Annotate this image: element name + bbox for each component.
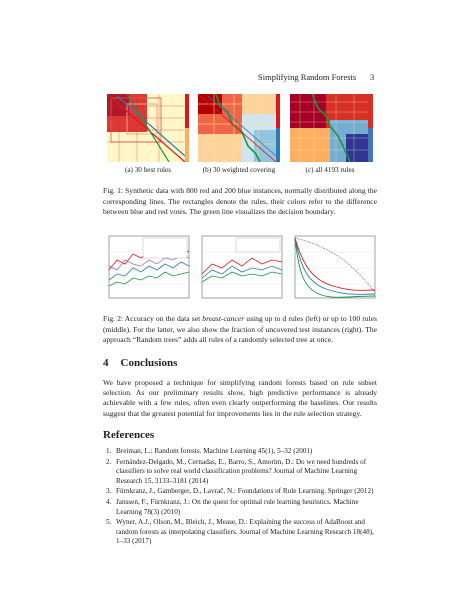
reference-list — [106, 447, 376, 548]
figure-1-caption: Fig. 1: Synthetic data with 800 red and 200 blue instances, normally distributed along the corresponding lines. The rectangles denote the rules, their colors refer to the difference between blue and red votes. The green line visualizes the decision boundary. — [103, 186, 377, 216]
reference-item: 4. Janssen, F., Fürnkranz, J.: On the quest for optimal rule learning heuristics. Machine Learning 78(3) (2010) — [106, 497, 359, 516]
fig2-right-plot — [289, 230, 377, 304]
running-title: Simplifying Random Forests — [258, 72, 357, 82]
section-heading-conclusions: 4 Conclusions — [103, 357, 178, 369]
fig2-left-plot — [103, 230, 191, 304]
panel-a-caption: (a) 30 best rules — [124, 166, 172, 174]
reference-item: 2. Fernández-Delgado, M., Cernadas, E., Barro, S., Amorim, D.: Do we need hundreds of classifiers to solve real world classification problems? Journal of Machine Learning Research 15, 3133–3181 (2014) — [106, 457, 367, 485]
panel-c-caption: (c) all 4193 rules — [305, 166, 355, 174]
fig2-middle-plot — [196, 230, 284, 304]
conclusions-body: We have proposed a technique for simplifying random forests based on rule subset selection. As our preliminary results show, high predictive performance is already achievable with a few rules, often even clearly outperforming the baselines. Our results suggest that the greatest potential for improvements lies in the rule selection strategy. — [103, 378, 377, 418]
panel-b-caption: (b) 30 weighted covering — [202, 166, 276, 174]
figure-2-caption: Fig. 2: Accuracy on the data set breast-cancer using up to d rules (left) or up to 100 rules (middle). For the latter, we also show the fraction of uncovered test instances (right). The approach “Random trees” adds all rules of a randomly selected tree at once. — [103, 314, 377, 344]
reference-item: 5. Wyner, A.J., Olson, M., Bleich, J., Mease, D.: Explaining the success of AdaBoost and random forests as interpolating classifiers. Journal of Machine Learning Research 18(48), 1–33 (2017) — [106, 518, 374, 546]
dataset-name: breast-cancer — [202, 314, 245, 323]
reference-item: 1. Breiman, L.: Random forests. Machine Learning 45(1), 5–32 (2001) — [106, 447, 313, 455]
panel-a-plot — [107, 94, 189, 162]
reference-item: 3. Fürnkranz, J., Gamberger, D., Lavrač, N.: Foundations of Rule Learning. Springer (2012) — [106, 487, 374, 496]
panel-c-plot — [290, 94, 374, 162]
page-number: 3 — [370, 72, 375, 82]
panel-b-plot — [198, 94, 280, 162]
references-heading: References — [103, 429, 155, 441]
